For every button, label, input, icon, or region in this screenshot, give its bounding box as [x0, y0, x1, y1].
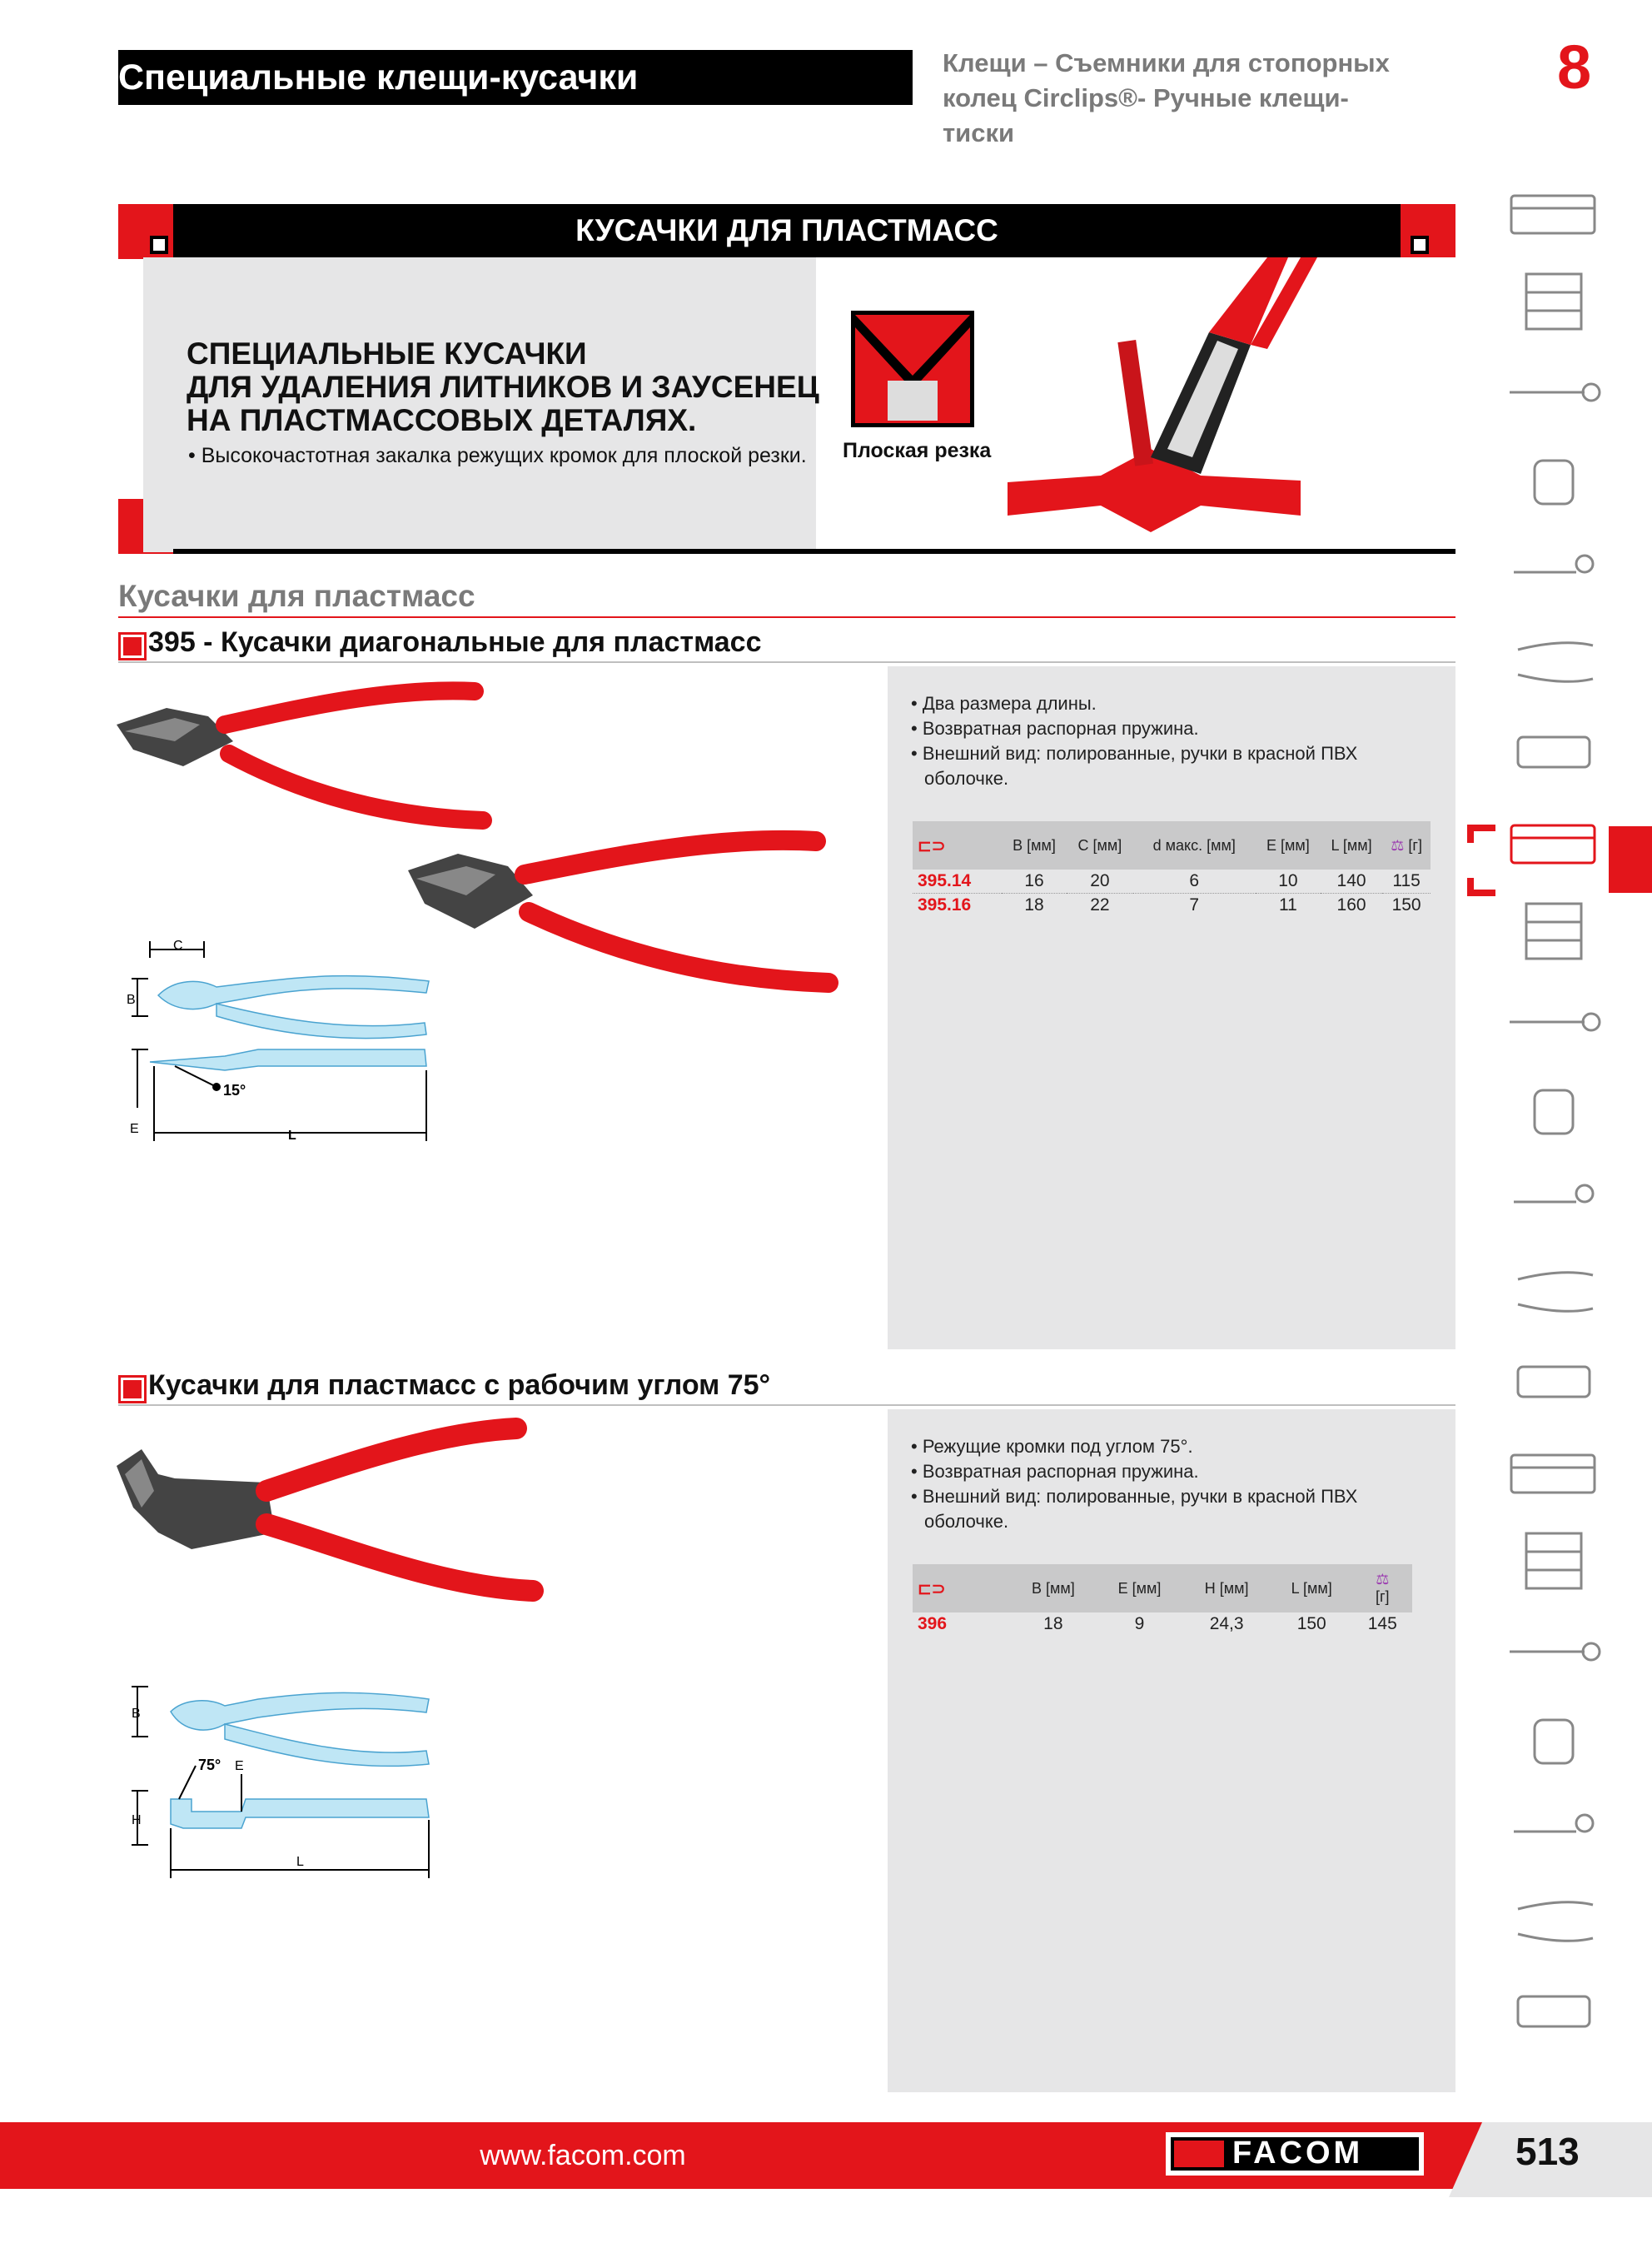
header-subtitle-line2: колец Circlips®- Ручные клещи-тиски — [943, 83, 1349, 147]
cutting-photo — [1001, 257, 1434, 541]
table-row: 395.14 16 20 6 10 140 115 — [913, 870, 1431, 894]
diagram-label-b: B — [127, 993, 136, 1007]
product2-photo — [108, 1416, 558, 1624]
section-rule — [118, 616, 1455, 618]
diagram-label-b: B — [132, 1707, 141, 1721]
product2-features: • Режущие кромки под углом 75°. • Возвратная распорная пружина. • Внешний вид: полированные, ручки в красной ПВХ оболочке. — [911, 1436, 1358, 1532]
drawer-icon[interactable] — [1501, 359, 1606, 426]
diagram-label-c: C — [173, 939, 183, 953]
diagram-label-l: L — [296, 1855, 304, 1869]
puller-icon[interactable] — [1501, 1169, 1606, 1235]
handle-icon[interactable] — [1501, 1708, 1606, 1775]
product2-title: Кусачки для пластмасс с рабочим углом 75° — [148, 1369, 771, 1401]
header-subtitle-line1: Клещи – Съемники для стопорных — [943, 48, 1390, 77]
header-bar — [118, 50, 913, 105]
table-row: 395.16 18 22 7 11 160 150 — [918, 895, 1421, 915]
footer-url[interactable]: www.facom.com — [480, 2140, 686, 2171]
banner-bullet: • Высокочастотная закалка режущих кромок для плоской резки. — [188, 444, 807, 467]
ref-icon-header — [913, 821, 1002, 870]
product1-features: • Два размера длины. • Возвратная распорная пружина. • Внешний вид: полированные, ручки в красной ПВХ оболочке. — [911, 693, 1358, 789]
page-tab-slant — [1449, 2122, 1499, 2197]
product2-spec-table: ⊏⊃ B [мм] E [мм] H [мм] L [мм] ⚖ [г] 396 18 9 24,3 150 145 — [913, 1564, 1412, 1636]
toolbox-icon[interactable] — [1501, 179, 1606, 246]
airplane-icon[interactable] — [1501, 1978, 1606, 2045]
hammer-icon[interactable] — [1501, 989, 1606, 1055]
diagram-label-l: L — [288, 1129, 296, 1143]
banner-title: КУСАЧКИ ДЛЯ ПЛАСТМАСС — [575, 213, 998, 247]
product1-rule — [118, 661, 1455, 663]
facom-ref-icon: ⊏⊃ — [918, 836, 946, 855]
diagram-label-e: E — [130, 1122, 139, 1136]
product1-spec-table: ⊏⊃ B [мм] C [мм] d макс. [мм] E [мм] L [мм] ⚖ [г] 395.14 16 20 6 10 140 115 395.16 18 22 7 11 160 150 — [913, 821, 1431, 917]
banner-heading: СПЕЦИАЛЬНЫЕ КУСАЧКИ ДЛЯ УДАЛЕНИЯ ЛИТНИКОВ И ЗАУСЕНЕЦ НА ПЛАСТМАССОВЫХ ДЕТАЛЯХ. — [187, 336, 819, 437]
weight-header: ⚖ [г] — [1382, 821, 1431, 870]
product1-spec-panel — [888, 666, 1455, 1349]
table-row: 396 18 9 24,3 150 145 — [918, 1614, 1397, 1633]
page-number: 513 — [1515, 2130, 1580, 2173]
truck-icon[interactable] — [1501, 1888, 1606, 1955]
product1-photo-small — [117, 675, 516, 841]
header-subtitle — [943, 46, 1409, 151]
facom-ref-icon: ⊏⊃ — [918, 1579, 946, 1598]
page-title: Специальные клещи-кусачки — [118, 57, 639, 97]
vise-icon[interactable] — [1501, 1438, 1606, 1505]
facom-logo: FACOM — [1166, 2132, 1424, 2176]
weight-header: ⚖ [г] — [1353, 1564, 1412, 1612]
diagram-label-angle: 75° — [198, 1757, 221, 1773]
safety-icon[interactable] — [1501, 1528, 1606, 1595]
product1-diagram — [125, 933, 441, 1149]
section-title: Кусачки для пластмасс — [118, 579, 475, 613]
screwdriver-icon[interactable] — [1501, 719, 1606, 785]
product2-rule — [118, 1404, 1455, 1406]
feature-banner — [118, 204, 1455, 558]
product-marker — [121, 1378, 144, 1401]
tester-icon[interactable] — [1501, 1259, 1606, 1325]
diagram-label-e: E — [235, 1759, 244, 1773]
weight-icon: ⚖ — [1391, 836, 1405, 854]
car-icon[interactable] — [1501, 1798, 1606, 1865]
diagram-label-angle: 15° — [223, 1082, 246, 1099]
wrench-icon[interactable] — [1501, 449, 1606, 516]
weight-icon: ⚖ — [1376, 1571, 1390, 1588]
chapter-number: 8 — [1557, 32, 1592, 102]
electrical-icon[interactable] — [1501, 1618, 1606, 1685]
product1-title: 395 - Кусачки диагональные для пластмасс — [148, 626, 762, 658]
corner-mark — [1401, 204, 1455, 259]
product2-diagram — [125, 1666, 441, 1891]
product2-spec-panel — [888, 1409, 1455, 2092]
flat-cut-icon — [851, 311, 974, 427]
flat-cut-label: Плоская резка — [843, 439, 992, 462]
diagram-label-h: H — [132, 1813, 142, 1827]
product-marker — [121, 635, 144, 658]
tape-measure-icon[interactable] — [1501, 899, 1606, 965]
tool-cabinet-icon[interactable] — [1501, 269, 1606, 336]
pliers-icon[interactable] — [1501, 809, 1606, 875]
corner-mark — [118, 204, 173, 259]
hacksaw-icon[interactable] — [1501, 1079, 1606, 1145]
product1-photo-large — [400, 820, 849, 1004]
banner-bottom-rule — [173, 549, 1455, 554]
active-category-tab[interactable] — [1609, 826, 1652, 893]
active-bracket — [1465, 825, 1499, 896]
impact-wrench-icon[interactable] — [1501, 1348, 1606, 1415]
ratchet-icon[interactable] — [1501, 629, 1606, 695]
socket-icon[interactable] — [1501, 539, 1606, 606]
ref-icon-header — [913, 1564, 1010, 1612]
